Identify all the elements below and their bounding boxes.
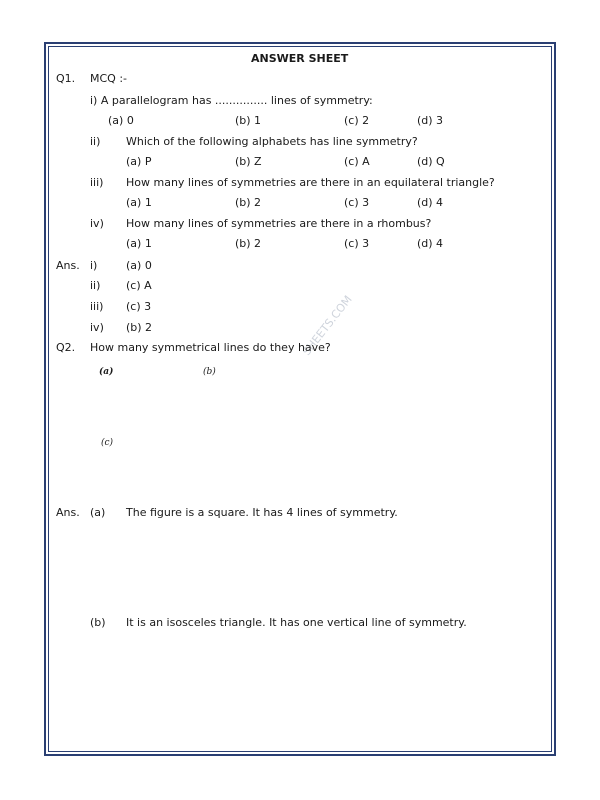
q1-ii-option-b: (b) Z [235, 155, 262, 168]
q1-iv-roman: iv) [90, 217, 104, 230]
fig-a-label: (a) [99, 367, 114, 377]
q1-i-option-c: (c) 2 [344, 114, 370, 127]
answer1-ii-roman: ii) [90, 279, 101, 292]
q1-ii-option-c: (c) A [344, 155, 370, 168]
q1-ii-question: Which of the following alphabets has line symmetry? [126, 135, 418, 148]
answer1-i-value: (a) 0 [126, 259, 152, 272]
answer2-a-text: The figure is a square. It has 4 lines of symmetry. [126, 506, 398, 519]
answer1-iv-roman: iv) [90, 321, 104, 334]
answer2-b-label: (b) [90, 616, 106, 629]
answer1-i-roman: i) [90, 259, 98, 272]
answer2-a-label: (a) [90, 506, 106, 519]
q1-iii-roman: iii) [90, 176, 104, 189]
q2-question: How many symmetrical lines do they have? [90, 341, 331, 354]
fig-b-label: (b) [203, 367, 216, 377]
q1-i-option-b: (b) 1 [235, 114, 262, 127]
answer1-iii-value: (c) 3 [126, 300, 152, 313]
q2-number: Q2. [56, 341, 76, 354]
q1-iv-option-a: (a) 1 [126, 237, 152, 250]
page-border-inner [48, 46, 552, 752]
q1-ii-roman: ii) [90, 135, 101, 148]
watermark: SHEETS.COM [300, 293, 355, 359]
q1-iii-option-b: (b) 2 [235, 196, 262, 209]
q1-i-option-a: (a) 0 [108, 114, 134, 127]
answer2-b-text: It is an isosceles triangle. It has one vertical line of symmetry. [126, 616, 467, 629]
answers1-label: Ans. [56, 259, 80, 272]
q1-i-option-d: (d) 3 [417, 114, 444, 127]
answer1-iv-value: (b) 2 [126, 321, 153, 334]
q1-iii-question: How many lines of symmetries are there in an equilateral triangle? [126, 176, 495, 189]
q1-iv-option-c: (c) 3 [344, 237, 370, 250]
q1-number: Q1. [56, 72, 76, 85]
q1-iii-option-a: (a) 1 [126, 196, 152, 209]
q1-iii-option-d: (d) 4 [417, 196, 444, 209]
q1-ii-option-d: (d) Q [417, 155, 445, 168]
fig-c-label: (c) [101, 438, 114, 448]
q1-i-question: i) A parallelogram has ............... lines of symmetry: [90, 94, 373, 107]
answer1-iii-roman: iii) [90, 300, 104, 313]
q1-iv-question: How many lines of symmetries are there in a rhombus? [126, 217, 432, 230]
q1-iv-option-d: (d) 4 [417, 237, 444, 250]
page-title: ANSWER SHEET [251, 52, 349, 65]
q1-iv-option-b: (b) 2 [235, 237, 262, 250]
q1-ii-option-a: (a) P [126, 155, 152, 168]
answer1-ii-value: (c) A [126, 279, 152, 292]
q1-iii-option-c: (c) 3 [344, 196, 370, 209]
answers2-label: Ans. [56, 506, 80, 519]
q1-heading: MCQ :- [90, 72, 128, 85]
